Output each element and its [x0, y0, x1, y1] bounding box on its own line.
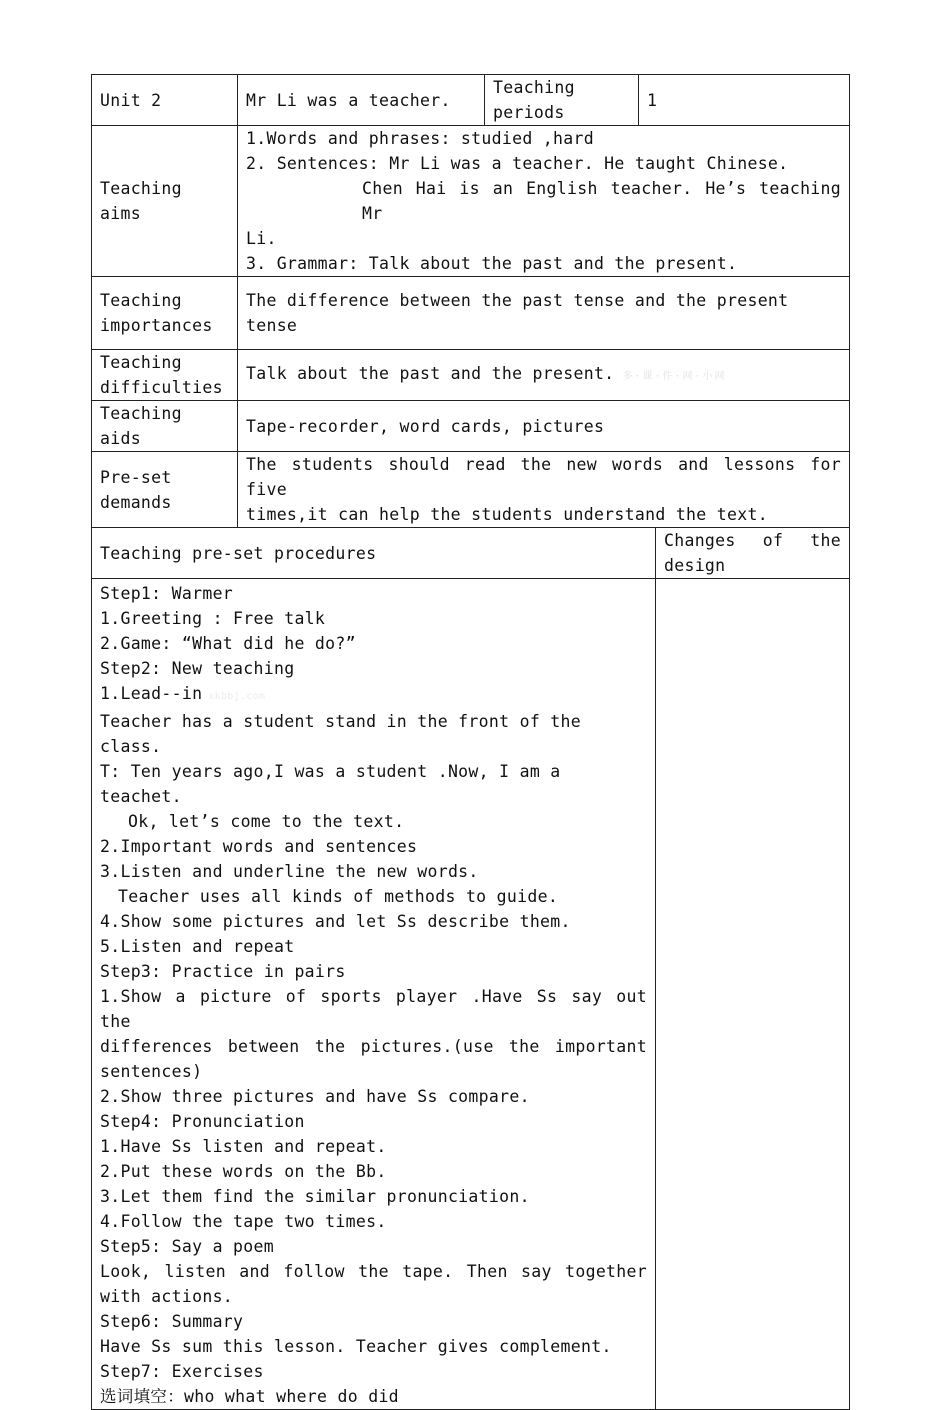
demands-label-line-1: Pre-set	[100, 467, 172, 487]
procedure-line: 2.Put these words on the Bb.	[100, 1162, 387, 1181]
procedure-line: 4.Show some pictures and let Ss describe them.	[100, 912, 571, 931]
step2-heading: Step2: New teaching	[100, 659, 295, 678]
demands-content	[238, 452, 850, 528]
aims-row	[92, 126, 850, 277]
periods-label-line-1: Teaching	[493, 78, 575, 97]
difficulties-row	[92, 350, 850, 401]
aims-line-3: Chen Hai is an English teacher. He’s teaching Mr	[362, 179, 842, 223]
step1-heading: Step1: Warmer	[100, 584, 234, 603]
difficulties-watermark: 多·课·件·网·小网	[622, 371, 727, 382]
header-row	[92, 75, 850, 126]
step5-heading: Step5: Say a poem	[100, 1237, 274, 1256]
procedure-line: 2.Show three pictures and have Ss compare.	[100, 1087, 530, 1106]
importances-label-line-2: importances	[100, 316, 213, 335]
procedure-line: 1.Greeting : Free talk	[100, 609, 326, 628]
demands-line-1: The students should read the new words and lessons for five	[246, 455, 842, 499]
procedure-line: Have Ss sum this lesson. Teacher gives complement.	[100, 1337, 612, 1356]
step4-heading: Step4: Pronunciation	[100, 1112, 305, 1131]
procedure-line: 2.Important words and sentences	[100, 837, 418, 856]
changes-label-line-1: Changes of the	[664, 531, 842, 550]
importances-label	[92, 277, 238, 350]
aims-content	[238, 126, 850, 277]
procedure-line: Teacher uses all kinds of methods to guide.	[118, 887, 559, 906]
periods-label-cell	[485, 75, 639, 126]
procedure-line: 3.Let them find the similar pronunciation.	[100, 1187, 530, 1206]
difficulties-content	[238, 350, 850, 401]
procedure-line: 4.Follow the tape two times.	[100, 1212, 387, 1231]
difficulties-label-line-2: difficulties	[100, 378, 223, 397]
procedure-line: 1.Have Ss listen and repeat.	[100, 1137, 387, 1156]
demands-label	[92, 452, 238, 528]
step7-heading: Step7: Exercises	[100, 1362, 264, 1381]
procedure-line: 5.Listen and repeat	[100, 937, 295, 956]
procedure-line: T: Ten years ago,I was a student .Now, I am a teachet.	[100, 762, 561, 806]
aims-line-2: 2. Sentences: Mr Li was a teacher. He taught Chinese.	[246, 154, 789, 173]
step6-heading: Step6: Summary	[100, 1312, 244, 1331]
procedures-watermark: xkbbj.com	[208, 691, 266, 702]
importances-label-line-1: Teaching	[100, 291, 182, 310]
importances-row	[92, 277, 850, 350]
lesson-plan-table	[91, 74, 850, 1410]
procedure-line: 选词填空：who what where do did	[100, 1387, 399, 1406]
procedure-line: 1.Show a picture of sports player .Have Ss say out the	[100, 987, 647, 1031]
procedures-label: Teaching pre-set procedures	[92, 528, 656, 579]
procedure-line: Teacher has a student stand in the front of the class.	[100, 712, 581, 756]
aids-content: Tape-recorder, word cards, pictures	[238, 401, 850, 452]
procedures-body-row	[92, 579, 850, 1410]
procedure-line: 2.Game: “What did he do?”	[100, 634, 356, 653]
aids-row	[92, 401, 850, 452]
periods-value-cell: 1	[639, 75, 850, 126]
changes-label-line-2: design	[664, 556, 726, 575]
procedure-line	[100, 681, 647, 709]
demands-line-2: times,it can help the students understand the text.	[246, 505, 768, 524]
step3-heading: Step3: Practice in pairs	[100, 962, 346, 981]
procedure-line: 3.Listen and underline the new words.	[100, 862, 479, 881]
aids-label: Teaching aids	[92, 401, 238, 452]
periods-label-line-2: periods	[493, 103, 565, 122]
changes-label	[656, 528, 850, 579]
aims-line-5: 3. Grammar: Talk about the past and the present.	[246, 254, 738, 273]
procedure-line: Ok, let’s come to the text.	[128, 812, 405, 831]
demands-row	[92, 452, 850, 528]
difficulties-label-line-1: Teaching	[100, 353, 182, 372]
lesson-title-cell: Mr Li was a teacher.	[238, 75, 485, 126]
procedure-line: sentences)	[100, 1062, 203, 1081]
difficulties-label	[92, 350, 238, 401]
procedures-content	[92, 579, 656, 1410]
importances-content: The difference between the past tense and the present tense	[238, 277, 850, 350]
procedure-line: differences between the pictures.(use the important	[100, 1037, 647, 1056]
unit-cell: Unit 2	[92, 75, 238, 126]
changes-content	[656, 579, 850, 1410]
lead-in-text: 1.Lead--in	[100, 684, 203, 703]
difficulties-text: Talk about the past and the present.	[246, 364, 615, 383]
procedures-header-row	[92, 528, 850, 579]
demands-label-line-2: demands	[100, 492, 172, 512]
procedure-line: Look, listen and follow the tape. Then say together	[100, 1262, 647, 1281]
aims-line-4: Li.	[246, 229, 277, 248]
aims-label: Teaching aims	[92, 126, 238, 277]
procedure-line: with actions.	[100, 1287, 234, 1306]
aims-line-1: 1.Words and phrases: studied ,hard	[246, 129, 594, 148]
